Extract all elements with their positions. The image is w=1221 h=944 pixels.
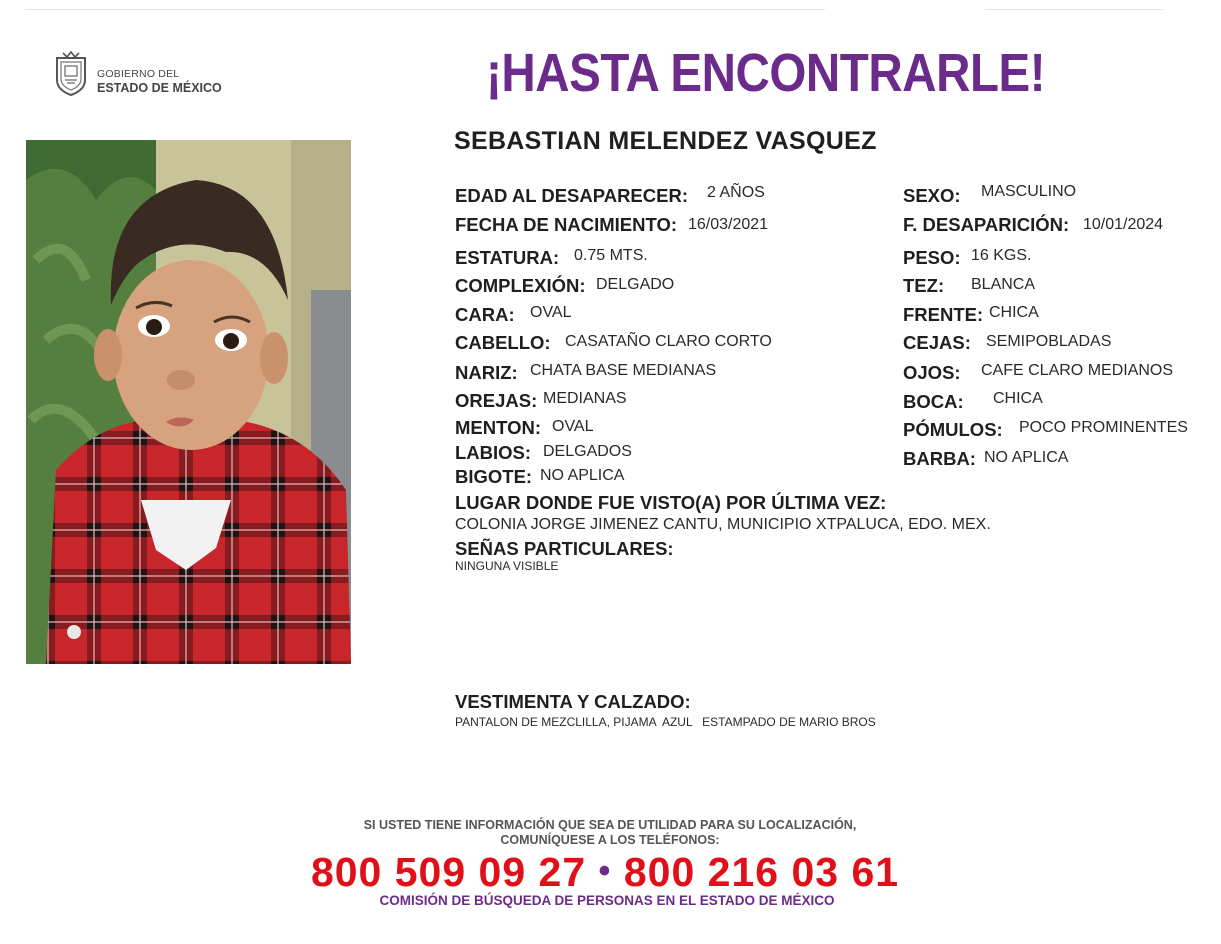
phone-number-1[interactable]: 800 509 09 27: [310, 849, 587, 895]
forehead-label: FRENTE:: [903, 304, 984, 325]
particular-marks-value: NINGUNA VISIBLE: [455, 559, 559, 573]
weight-label: PESO:: [903, 247, 961, 268]
eyes-value: CAFE CLARO MEDIANOS: [981, 362, 1174, 379]
headline: ¡HASTA ENCONTRARLE!: [486, 43, 1046, 103]
face-value: OVAL: [530, 304, 572, 321]
eyebrows-value: SEMIPOBLADAS: [986, 333, 1112, 350]
age-value: 2 AÑOS: [707, 184, 765, 201]
government-label-line2: ESTADO DE MÉXICO: [97, 81, 222, 95]
phone-numbers: [0, 849, 1210, 896]
weight-value: 16 KGS.: [971, 247, 1032, 264]
lips-value: DELGADOS: [543, 443, 632, 460]
lips-label: LABIOS:: [455, 442, 532, 463]
beard-label: BARBA:: [903, 448, 976, 469]
disappearance-date-label: F. DESAPARICIÓN:: [903, 214, 1070, 235]
hair-label: CABELLO:: [455, 332, 551, 353]
build-label: COMPLEXIÓN:: [455, 275, 586, 296]
age-label: EDAD AL DESAPARECER:: [455, 185, 688, 206]
info-request-line1: SI USTED TIENE INFORMACIÓN QUE SEA DE UTILIDAD PARA SU LOCALIZACIÓN,: [363, 818, 857, 832]
cheekbones-label: PÓMULOS:: [903, 419, 1003, 440]
ears-label: OREJAS:: [455, 390, 538, 411]
height-value: 0.75 MTS.: [574, 247, 648, 264]
face-label: CARA:: [455, 304, 515, 325]
last-seen-label: LUGAR DONDE FUE VISTO(A) POR ÚLTIMA VEZ:: [455, 492, 887, 513]
nose-value: CHATA BASE MEDIANAS: [530, 362, 717, 379]
nose-label: NARIZ:: [455, 362, 518, 383]
missing-person-photo: [26, 140, 351, 664]
mouth-value: CHICA: [993, 390, 1043, 407]
commission-name: COMISIÓN DE BÚSQUEDA DE PERSONAS EN EL ESTADO DE MÉXICO: [379, 893, 835, 908]
chin-value: OVAL: [552, 418, 594, 435]
height-label: ESTATURA:: [455, 247, 560, 268]
hair-value: CASATAÑO CLARO CORTO: [565, 333, 772, 350]
state-seal-icon: [53, 50, 89, 96]
clothing-label: VESTIMENTA Y CALZADO:: [455, 691, 691, 712]
eyebrows-label: CEJAS:: [903, 332, 971, 353]
clothing-value: PANTALON DE MEZCLILLA, PIJAMA AZUL ESTAMPADO DE MARIO BROS: [455, 715, 876, 729]
build-value: DELGADO: [596, 276, 675, 293]
birthdate-label: FECHA DE NACIMIENTO:: [455, 214, 677, 235]
last-seen-value: COLONIA JORGE JIMENEZ CANTU, MUNICIPIO XTPALUCA, EDO. MEX.: [455, 516, 991, 533]
government-label-line1: GOBIERNO DEL: [97, 68, 180, 80]
eyes-label: OJOS:: [903, 362, 961, 383]
cheekbones-value: POCO PROMINENTES: [1019, 419, 1188, 436]
beard-value: NO APLICA: [984, 449, 1069, 466]
particular-marks-label: SEÑAS PARTICULARES:: [455, 538, 674, 559]
phone-number-2[interactable]: 800 216 03 61: [623, 849, 900, 895]
disappearance-date-value: 10/01/2024: [1083, 216, 1164, 233]
sex-label: SEXO:: [903, 185, 961, 206]
mustache-label: BIGOTE:: [455, 466, 533, 487]
phone-separator: •: [598, 852, 612, 890]
top-divider: [25, 9, 825, 10]
ears-value: MEDIANAS: [543, 390, 627, 407]
sex-value: MASCULINO: [981, 183, 1077, 200]
mouth-label: BOCA:: [903, 391, 964, 412]
mustache-value: NO APLICA: [540, 467, 625, 484]
complexion-value: BLANCA: [971, 276, 1036, 293]
chin-label: MENTON:: [455, 417, 541, 438]
complexion-label: TEZ:: [903, 275, 945, 296]
person-name: SEBASTIAN MELENDEZ VASQUEZ: [454, 127, 877, 155]
forehead-value: CHICA: [989, 304, 1039, 321]
top-divider-right: [985, 9, 1163, 10]
birthdate-value: 16/03/2021: [688, 216, 769, 233]
government-logo: [53, 50, 238, 98]
info-request-line2: COMUNÍQUESE A LOS TELÉFONOS:: [500, 833, 720, 847]
